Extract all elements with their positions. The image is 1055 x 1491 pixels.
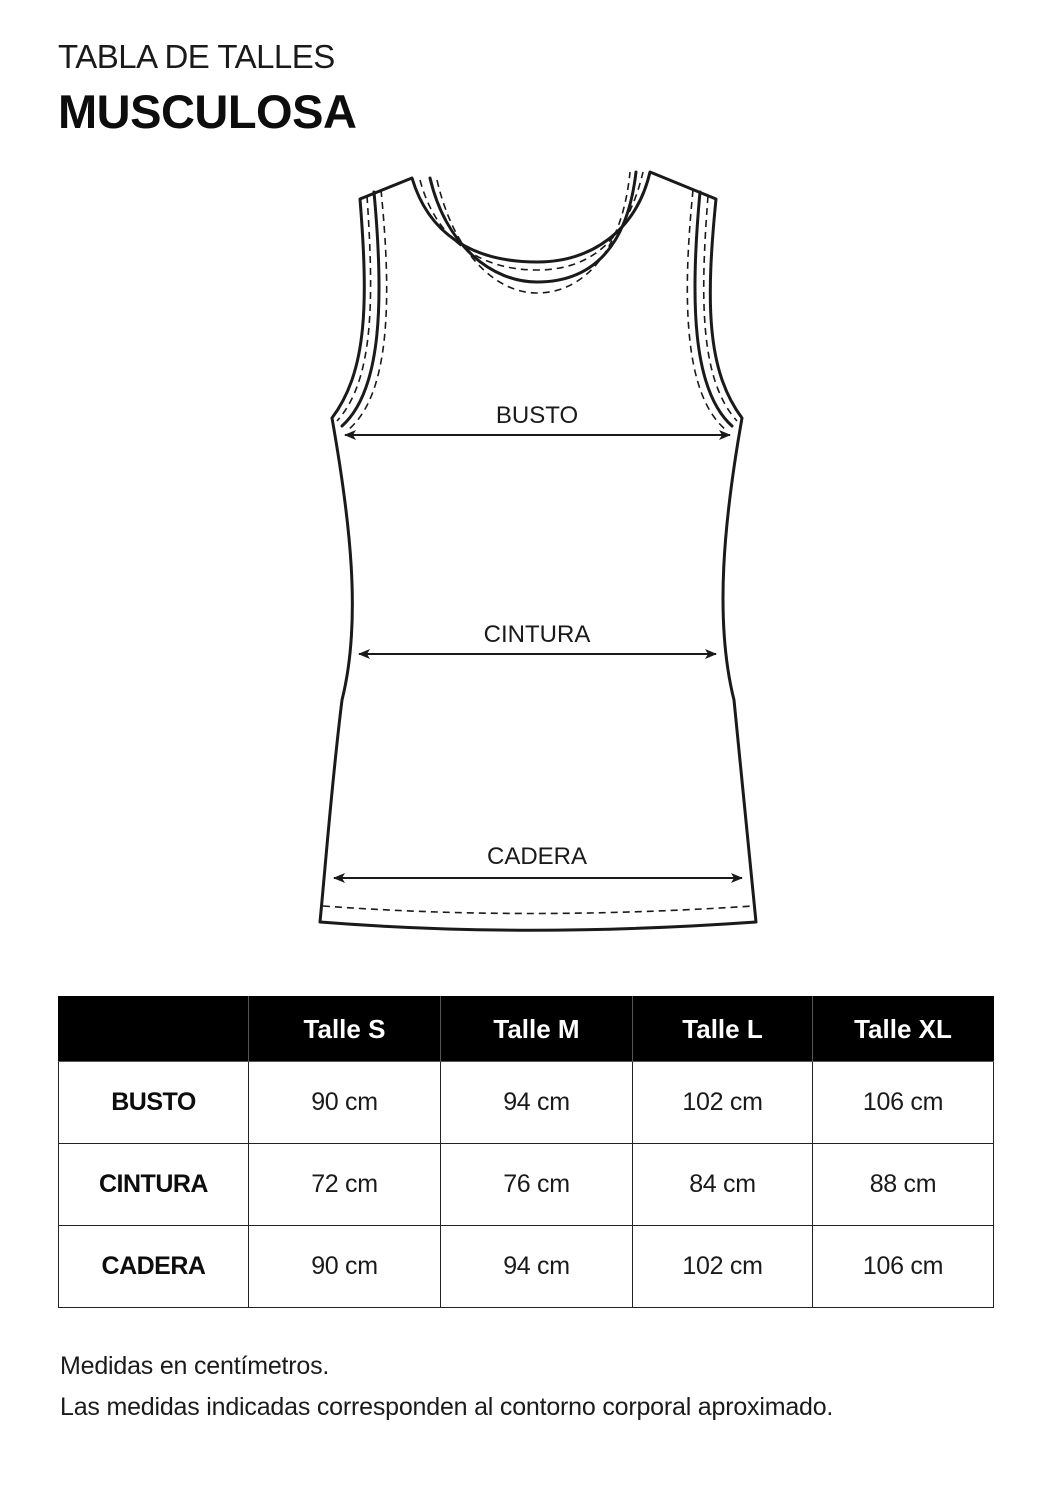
note-line-description: Las medidas indicadas corresponden al contorno corporal aproximado. [60,1393,834,1421]
cadera-label: CADERA [486,843,588,870]
row-label-cadera: CADERA [59,1226,249,1308]
table-row [59,1144,994,1226]
table-cell: 90 cm [249,1226,441,1308]
busto-label: BUSTO [495,402,579,429]
table-cell: 102 cm [633,1062,813,1144]
page-title: MUSCULOSA [58,85,357,138]
table-row [59,1062,994,1144]
table-cell: 106 cm [813,1062,994,1144]
table-cell: 90 cm [249,1062,441,1144]
size-table-header-row [59,997,994,1062]
measurement-arrows [334,435,742,878]
column-header-talle-xl: Talle XL [813,997,994,1062]
column-header-talle-m: Talle M [441,997,633,1062]
page-subtitle: TABLA DE TALLES [58,38,335,75]
table-cell: 102 cm [633,1226,813,1308]
garment-outline [320,172,756,930]
measurement-notes [60,1346,833,1428]
table-cell: 88 cm [813,1144,994,1226]
row-label-cintura: CINTURA [59,1144,249,1226]
table-cell: 72 cm [249,1144,441,1226]
table-cell: 84 cm [633,1144,813,1226]
size-table [58,996,994,1308]
table-cell: 94 cm [441,1062,633,1144]
note-line-units: Medidas en centímetros. [60,1352,330,1380]
table-cell: 94 cm [441,1226,633,1308]
column-header-talle-l: Talle L [633,997,813,1062]
column-header-talle-s: Talle S [249,997,441,1062]
row-label-busto: BUSTO [59,1062,249,1144]
size-table-corner-cell [59,997,249,1062]
table-cell: 76 cm [441,1144,633,1226]
table-row [59,1226,994,1308]
cintura-label: CINTURA [483,621,591,648]
table-cell: 106 cm [813,1226,994,1308]
